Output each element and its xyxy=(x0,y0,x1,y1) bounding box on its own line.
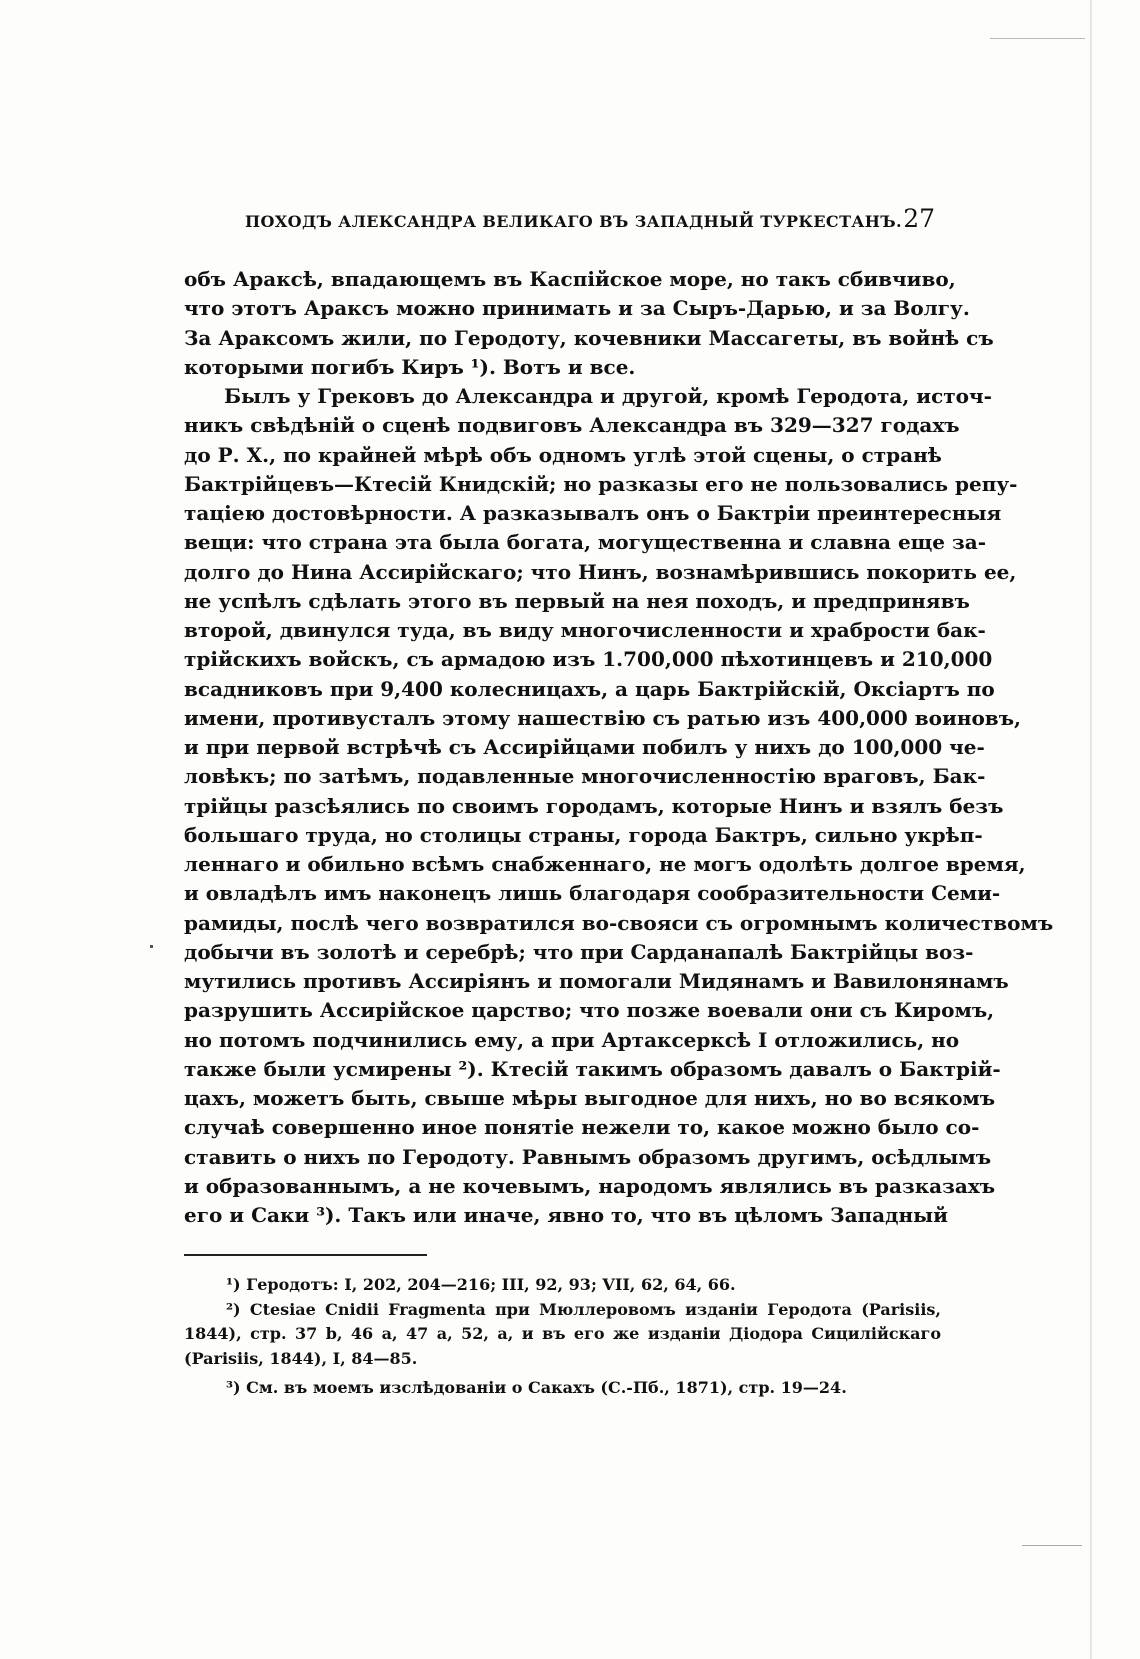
body-line: но потомъ подчинились ему, а при Артаксерксѣ I отложились, но xyxy=(184,1027,960,1052)
body-line: За Араксомъ жили, по Геродоту, кочевники Массагеты, въ войнѣ съ xyxy=(184,325,994,350)
body-line: его и Саки ³). Такъ или иначе, явно то, что въ цѣломъ Западный xyxy=(184,1203,948,1227)
paragraph-first-line: Былъ у Грековъ до Александра и другой, кромѣ Геродота, источ- xyxy=(224,384,992,408)
body-line: которыми погибъ Киръ ¹). Вотъ и все. xyxy=(184,354,636,379)
body-line: трійцы разсѣялись по своимъ городамъ, которые Нинъ и взялъ безъ xyxy=(184,793,1004,818)
body-line: объ Араксѣ, впадающемъ въ Каспійское море, но такъ сбивчиво, xyxy=(184,267,956,291)
body-line: и при первой встрѣчѣ съ Ассирійцами побилъ у нихъ до 100,000 че- xyxy=(184,735,985,759)
body-text xyxy=(184,265,1054,1230)
footnote-1: ¹) Геродотъ: I, 202, 204—216; III, 92, 93; VII, 62, 64, 66. xyxy=(226,1275,736,1294)
body-line: ставить о нихъ по Геродоту. Равнымъ образомъ другимъ, осѣдлымъ xyxy=(184,1144,992,1169)
body-line: рамиды, послѣ чего возвратился во-свояси съ огромнымъ количествомъ xyxy=(184,910,1054,935)
body-line: долго до Нина Ассирійскаго; что Нинъ, вознамѣрившись покорить ее, xyxy=(184,559,1017,584)
running-head xyxy=(245,204,935,234)
footnote-2-continued: (Parisiis, 1844), I, 84—85. xyxy=(184,1348,418,1368)
body-line: таціею достовѣрности. А разказывалъ онъ о Бактріи преинтересныя xyxy=(184,501,1002,525)
body-line: трійскихъ войскъ, съ армадою изъ 1.700,000 пѣхотинцевъ и 210,000 xyxy=(184,647,993,672)
scan-speck xyxy=(150,945,153,948)
body-line: и овладѣлъ имъ наконецъ лишь благодаря сообразительности Семи- xyxy=(184,881,1001,906)
footnotes xyxy=(184,1273,941,1401)
body-line: до Р. Х., по крайней мѣрѣ объ одномъ углѣ этой сцены, о странѣ xyxy=(184,442,942,467)
footnote-2-continued: 1844), стр. 37 b, 46 a, 47 a, 52, a, и въ его же изданіи Діодора Сицилійскаго xyxy=(184,1324,941,1343)
body-line: также были усмирены ²). Ктесій такимъ образомъ давалъ о Бактрій- xyxy=(184,1056,1001,1081)
body-line: всадниковъ при 9,400 колесницахъ, а царь Бактрійскій, Оксіартъ по xyxy=(184,676,995,701)
body-line: разрушить Ассирійское царство; что позже воевали они съ Киромъ, xyxy=(184,998,995,1023)
body-line: большаго труда, но столицы страны, города Бактръ, сильно укрѣп- xyxy=(184,822,983,847)
body-line: Бактрійцевъ—Ктесій Книдскій; но разказы его не пользовались репу- xyxy=(184,471,1018,496)
body-line: ловѣкъ; по затѣмъ, подавленные многочисленностію враговъ, Бак- xyxy=(184,764,986,789)
body-line: цахъ, можетъ быть, свыше мѣры выгодное для нихъ, но во всякомъ xyxy=(184,1086,996,1110)
body-line: леннаго и обильно всѣмъ снабженнаго, не могъ одолѣть долгое время, xyxy=(184,852,1026,876)
footnote-separator xyxy=(184,1254,427,1256)
body-line: что этотъ Араксъ можно принимать и за Сыръ-Дарью, и за Волгу. xyxy=(184,296,970,321)
body-line: добычи въ золотѣ и серебрѣ; что при Сарданапалѣ Бактрійцы воз- xyxy=(184,939,974,964)
scan-margin-rule xyxy=(990,38,1085,39)
running-title: ПОХОДЪ АЛЕКСАНДРА ВЕЛИКАГО ВЪ ЗАПАДНЫЙ ТУРКЕСТАНЪ. xyxy=(245,212,902,231)
page-number: 27 xyxy=(903,204,935,233)
body-line: и образованнымъ, а не кочевымъ, народомъ являлись въ разказахъ xyxy=(184,1173,996,1198)
scan-margin-rule xyxy=(1022,1545,1082,1546)
body-line: никъ свѣдѣній о сценѣ подвиговъ Александра въ 329—327 годахъ xyxy=(184,413,960,438)
body-line: не успѣлъ сдѣлать этого въ первый на нея походъ, и предпринявъ xyxy=(184,588,970,613)
body-line: мутились противъ Ассиріянъ и помогали Мидянамъ и Вавилонянамъ xyxy=(184,969,1009,993)
footnote-3: ³) См. въ моемъ изслѣдованіи о Сакахъ (С.-Пб., 1871), стр. 19—24. xyxy=(226,1378,847,1397)
footnote-2: ²) Ctesiae Cnidii Fragmenta при Мюллеровомъ изданіи Геродота (Parisiis, xyxy=(226,1299,941,1319)
body-line: второй, двинулся туда, въ виду многочисленности и храбрости бак- xyxy=(184,618,986,642)
body-line: случаѣ совершенно иное понятіе нежели то, какое можно было со- xyxy=(184,1115,980,1140)
body-line: имени, противусталъ этому нашествію съ ратью изъ 400,000 воиновъ, xyxy=(184,705,1021,730)
body-line: вещи: что страна эта была богата, могущественна и славна еще за- xyxy=(184,530,987,555)
